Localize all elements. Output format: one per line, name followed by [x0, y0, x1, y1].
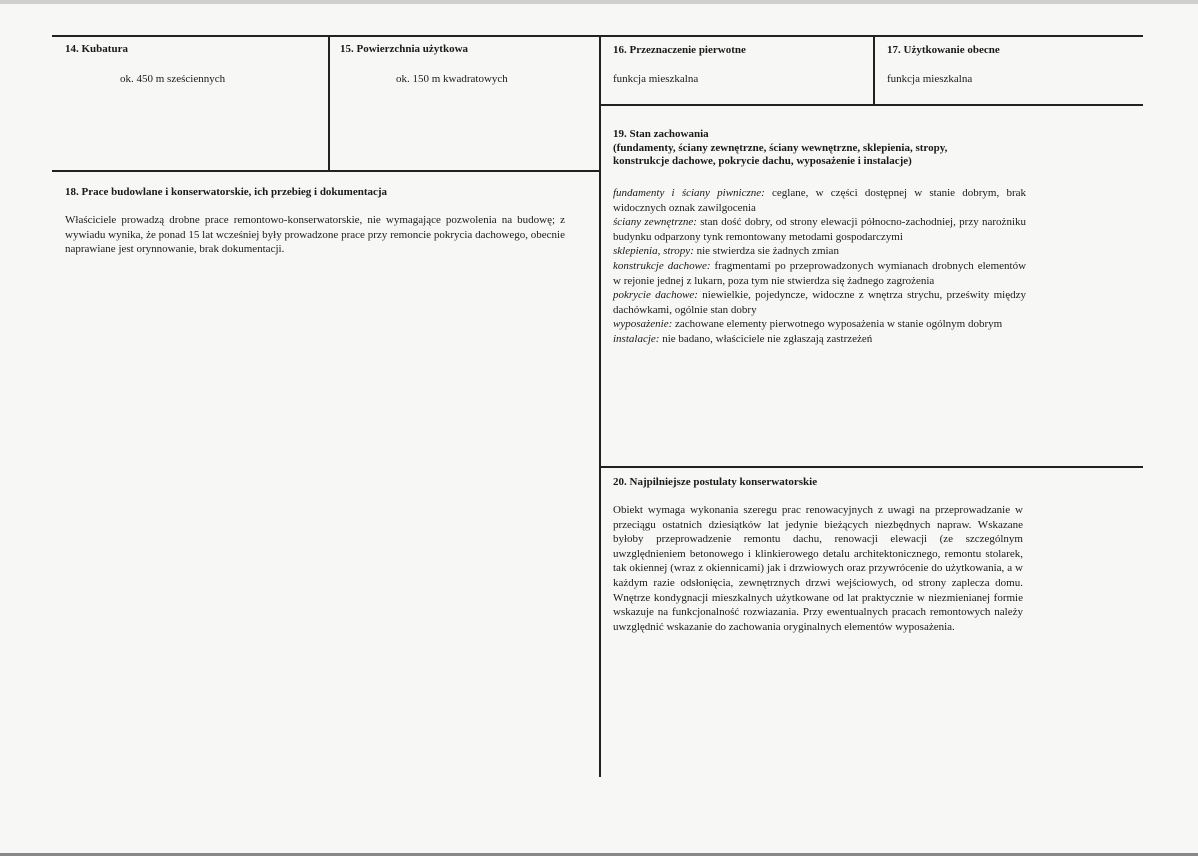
uzytkowanie-value: funkcja mieszkalna — [887, 73, 973, 85]
powierzchnia-title: 15. Powierzchnia użytkowa — [340, 43, 469, 55]
prace-paragraph: Właściciele prowadzą drobne prace remontowo-konserwatorskie, nie wymagające pozwolenia na budowę; z wywiadu wynika, że ponad 15 lat wcześniej były prowadzone prace przy remoncie pokrycia dachowego, obecnie naprawiane jest orynnowanie, brak dokumentacji. — [65, 214, 565, 256]
divider-14-15 — [328, 35, 330, 172]
scan-top-edge — [0, 0, 1198, 4]
stan-entries — [613, 186, 1026, 347]
table-top-border — [52, 35, 1143, 37]
stan-entry-konstrukcje — [613, 259, 1026, 288]
center-divider — [599, 35, 601, 777]
divider-16-17 — [873, 35, 875, 106]
row-divider-left — [52, 170, 601, 172]
stan-entry-wyposazenie — [613, 317, 1026, 332]
stan-text-wyposazenie: zachowane elementy pierwotnego wyposażenia w stanie ogólnym dobrym — [672, 318, 1003, 331]
stan-entry-sciany — [613, 215, 1026, 244]
stan-text-instalacje: nie badano, właściciele nie zgłaszają zastrzeżeń — [659, 332, 873, 345]
row-divider-right-mid — [599, 466, 1143, 468]
postulaty-paragraph: Obiekt wymaga wykonania szeregu prac renowacyjnych z uwagi na przeprowadzanie w przeciągu ostatnich dziesiątków lat jedynie bieżących niezbędnych napraw. Wskazane byłoby przeprowadzenie remontu dachu, renowacji elewacji (ze szczególnym uwzględnieniem betonowego i klinkierowego detalu architektonicznego, remontu stolarek, tak okiennej (wraz z okiennicami) jak i drzwiowych oraz przywrócenie do użytkowania, a w każdym razie odsłonięcia, zewnętrznych drzwi wejściowych, od strony zaplecza domu. Wnętrze kondygnacji mieszkalnych użytkowane od lat praktycznie w niezmienianej formie wskazuje na funkcjonalność rozwiazania. Przy ewentualnych pracach remontowych należy uwzględnić wskazanie do zachowania oryginalnych elementów wyposażenia. — [613, 504, 1023, 633]
row-divider-right-top — [599, 104, 1143, 106]
stan-text-fundamenty: ceglane, w części dostępnej w stanie dobrym, brak widocznych oznak zawilgocenia — [613, 187, 1027, 214]
stan-entry-fundamenty — [613, 186, 1026, 215]
stan-text-sciany: stan dość dobry, od strony elewacji północno-zachodniej, przy narożniku budynku odparzony tynk remontowany metodami gospodarczymi — [613, 216, 1026, 243]
stan-label-konstrukcje: konstrukcje dachowe: — [613, 259, 711, 272]
prace-text — [65, 213, 565, 257]
stan-label-wyposazenie: wyposażenie: — [613, 318, 673, 331]
stan-label-instalacje: instalacje: — [613, 332, 660, 345]
przeznaczenie-title: 16. Przeznaczenie pierwotne — [613, 44, 746, 56]
postulaty-text — [613, 503, 1023, 634]
uzytkowanie-title: 17. Użytkowanie obecne — [887, 44, 1000, 56]
stan-label-fundamenty: fundamenty i ściany piwniczne: — [613, 187, 765, 199]
postulaty-title: 20. Najpilniejsze postulaty konserwatorskie — [613, 476, 818, 488]
stan-label-sklepienia: sklepienia, stropy: — [613, 245, 694, 258]
stan-entry-sklepienia — [613, 244, 1026, 259]
stan-title-line1: 19. Stan zachowania — [613, 128, 709, 140]
przeznaczenie-value: funkcja mieszkalna — [613, 73, 699, 85]
stan-text-konstrukcje: fragmentami po przeprowadzonych wymianach drobnych elementów w rejonie jednej z lukarn, poza tym nie stwierdza się żadnego zagrożenia — [613, 259, 1027, 287]
prace-title: 18. Prace budowlane i konserwatorskie, ich przebieg i dokumentacja — [65, 186, 388, 198]
stan-title — [613, 128, 947, 169]
stan-entry-pokrycie — [613, 288, 1026, 317]
kubatura-title: 14. Kubatura — [65, 43, 128, 55]
powierzchnia-value: ok. 150 m kwadratowych — [396, 73, 508, 85]
kubatura-value: ok. 450 m sześciennych — [120, 73, 226, 85]
stan-entry-instalacje — [613, 332, 1026, 347]
stan-title-line3: konstrukcje dachowe, pokrycie dachu, wyposażenie i instalacje) — [613, 155, 912, 167]
stan-label-sciany: ściany zewnętrzne: — [613, 216, 697, 229]
stan-text-pokrycie: niewielkie, pojedyncze, widoczne z wnętrza strychu, prześwity między dachówkami, ogólnie stan dobry — [613, 289, 1026, 316]
stan-title-line2: (fundamenty, ściany zewnętrzne, ściany wewnętrzne, sklepienia, stropy, — [613, 141, 948, 154]
stan-label-pokrycie: pokrycie dachowe: — [613, 289, 698, 302]
stan-text-sklepienia: nie stwierdza sie żadnych zmian — [693, 245, 839, 258]
